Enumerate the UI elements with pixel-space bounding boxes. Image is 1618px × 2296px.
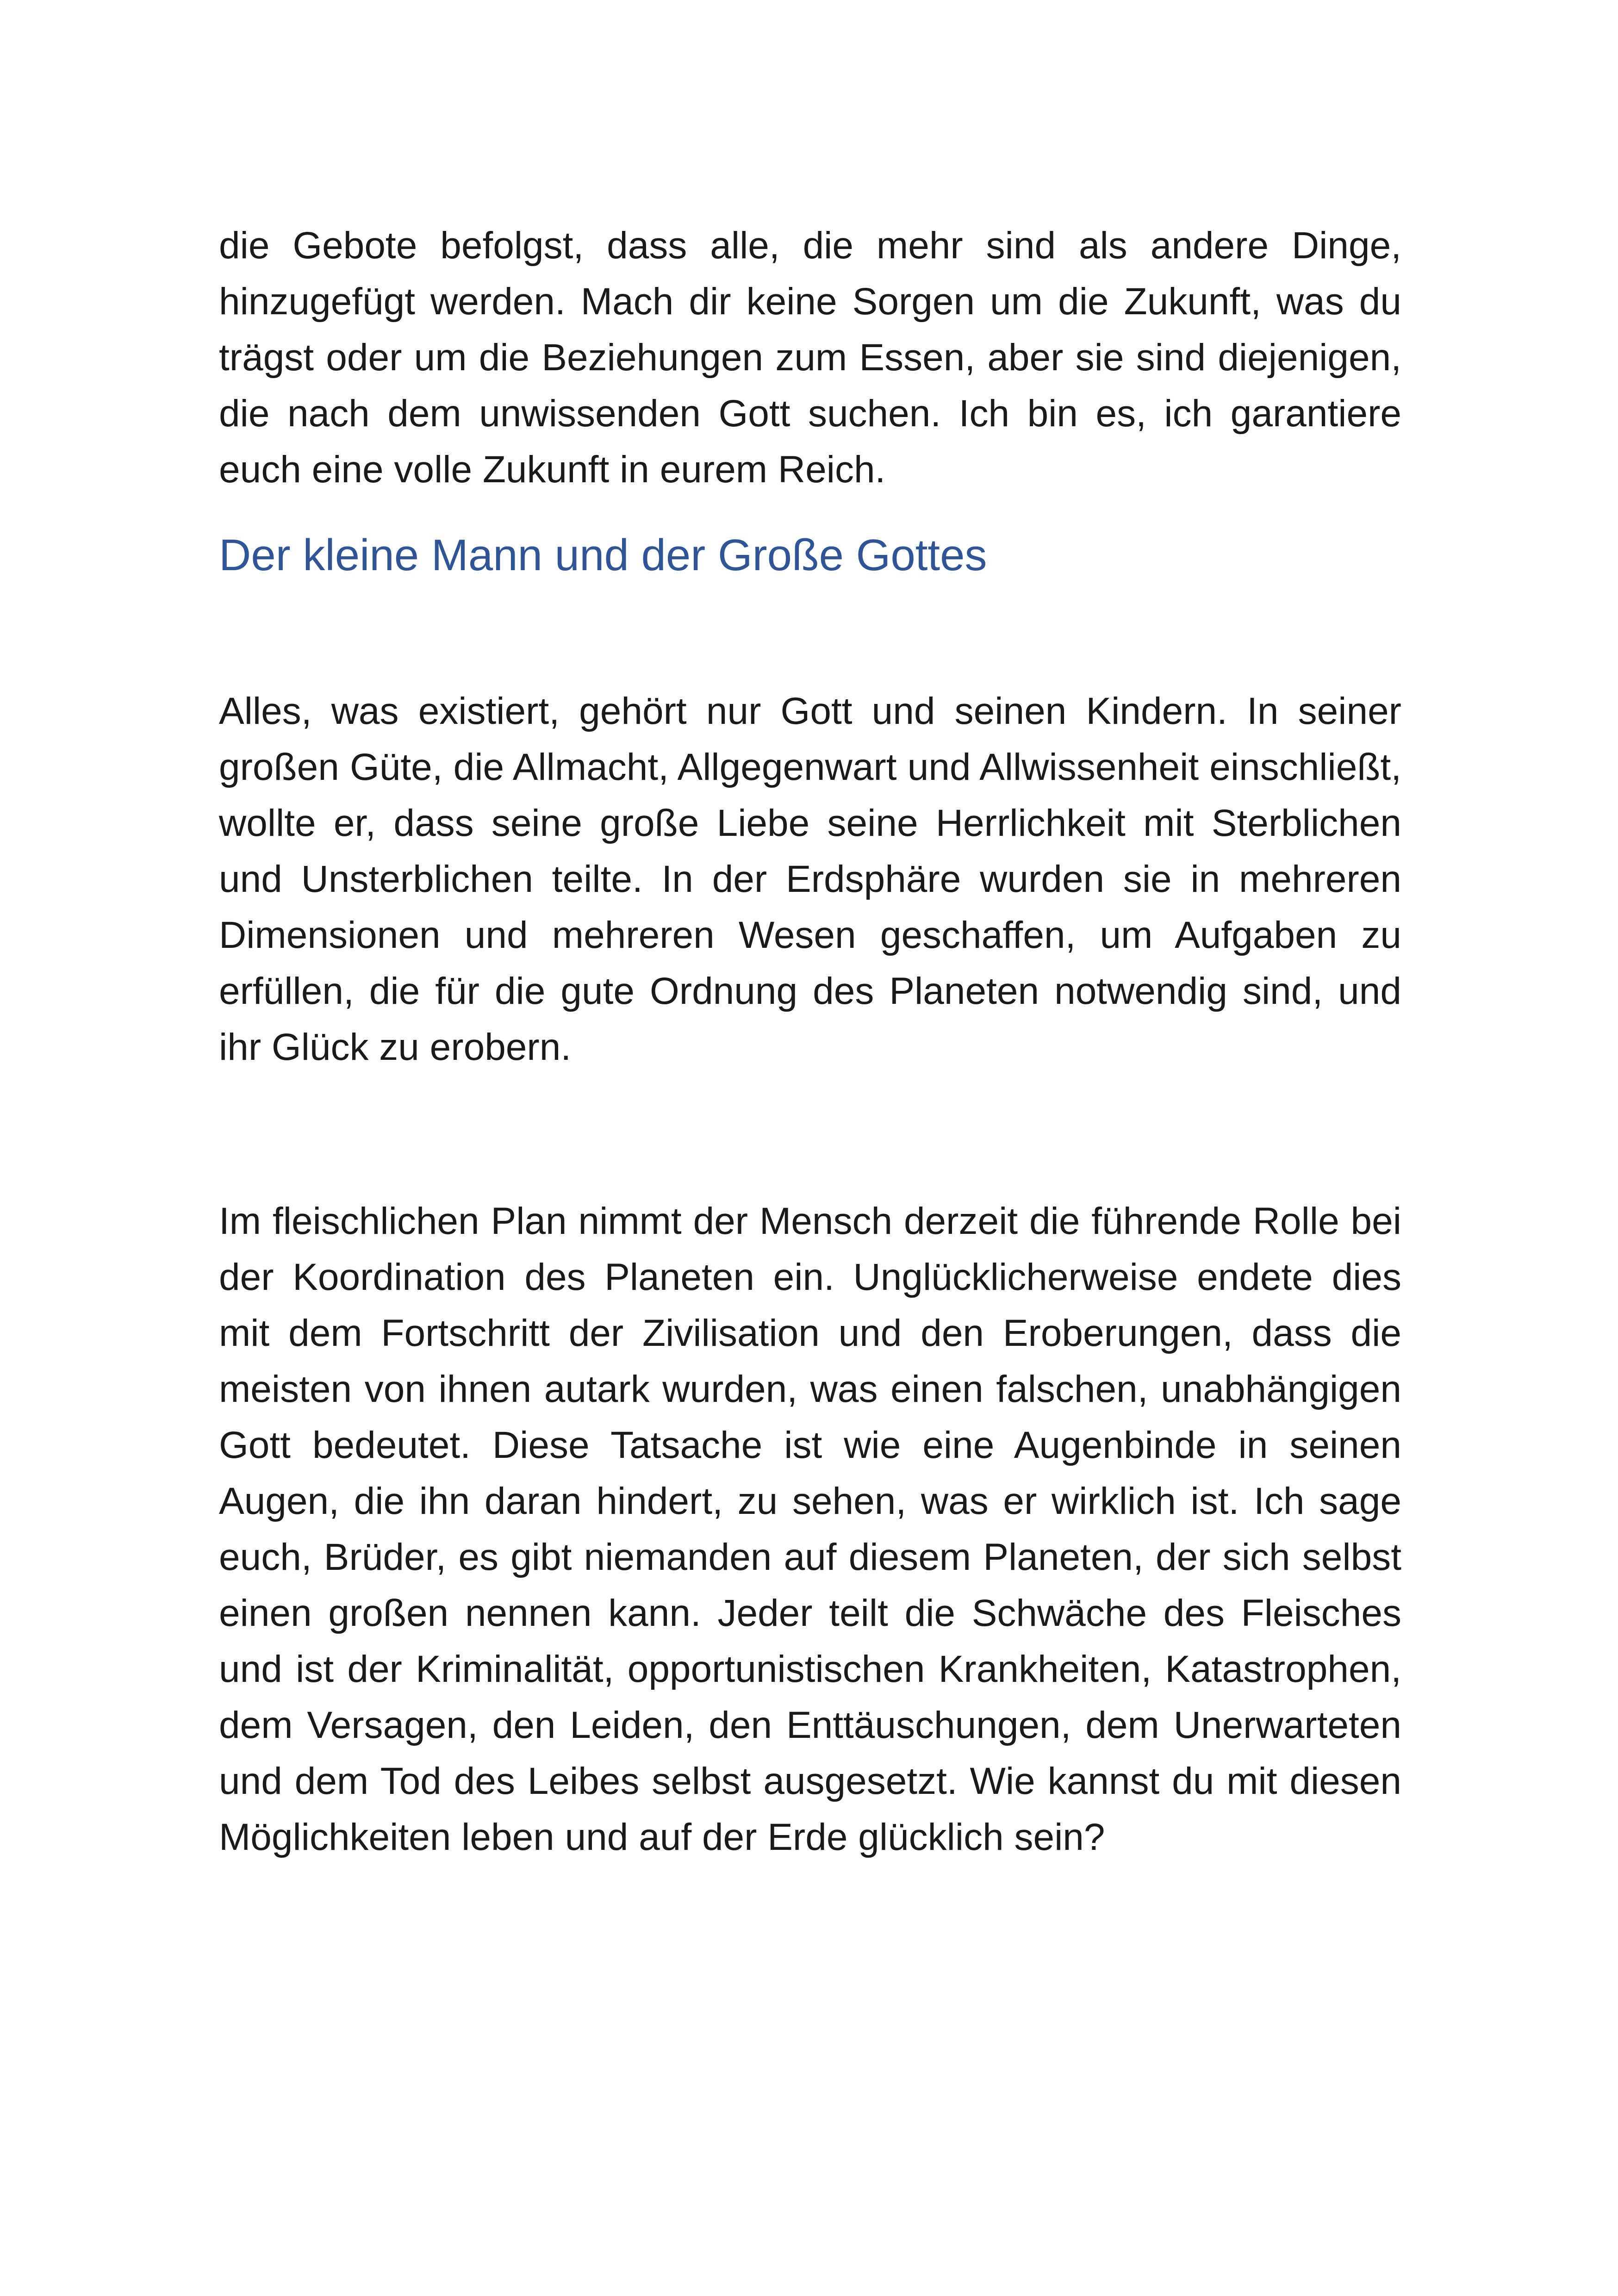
paragraph-human-role: Im fleischlichen Plan nimmt der Mensch derzeit die führende Rolle bei der Koordination des Planeten ein. Unglücklicherweise endete dies mit dem Fortschritt der Zivilisation und den Eroberungen, dass die meisten von ihnen autark wurden, was einen falschen, unabhängigen Gott bedeutet. Diese Tatsache ist wie eine Augenbinde in seinen Augen, die ihn daran hindert, zu sehen, was er wirklich ist. Ich sage euch, Brüder, es gibt niemanden auf diesem Planeten, der sich selbst einen großen nennen kann. Jeder teilt die Schwäche des Fleisches und ist der Kriminalität, opportunistischen Krankheiten, Katastrophen, dem Versagen, den Leiden, den Enttäuschungen, dem Unerwarteten und dem Tod des Leibes selbst ausgesetzt. Wie kannst du mit diesen Möglichkeiten leben und auf der Erde glücklich sein? bbox=[219, 1200, 1401, 1858]
section-heading: Der kleine Mann und der Große Gottes bbox=[219, 530, 987, 580]
paragraph-creation: Alles, was existiert, gehört nur Gott und seinen Kindern. In seiner großen Güte, die Allmacht, Allgegenwart und Allwissenheit einschließt, wollte er, dass seine große Liebe seine Herrlichkeit mit Sterblichen und Unsterblichen teilte. In der Erdsphäre wurden sie in mehreren Dimensionen und mehreren Wesen geschaffen, um Aufgaben zu erfüllen, die für die gute Ordnung des Planeten notwendig sind, und ihr Glück zu erobern. bbox=[219, 690, 1401, 1068]
paragraph-continuation: die Gebote befolgst, dass alle, die mehr sind als andere Dinge, hinzugefügt werden. Mach dir keine Sorgen um die Zukunft, was du trägst oder um die Beziehungen zum Essen, aber sie sind diejenigen, die nach dem unwissenden Gott suchen. Ich bin es, ich garantiere euch eine volle Zukunft in eurem Reich. bbox=[219, 224, 1401, 491]
